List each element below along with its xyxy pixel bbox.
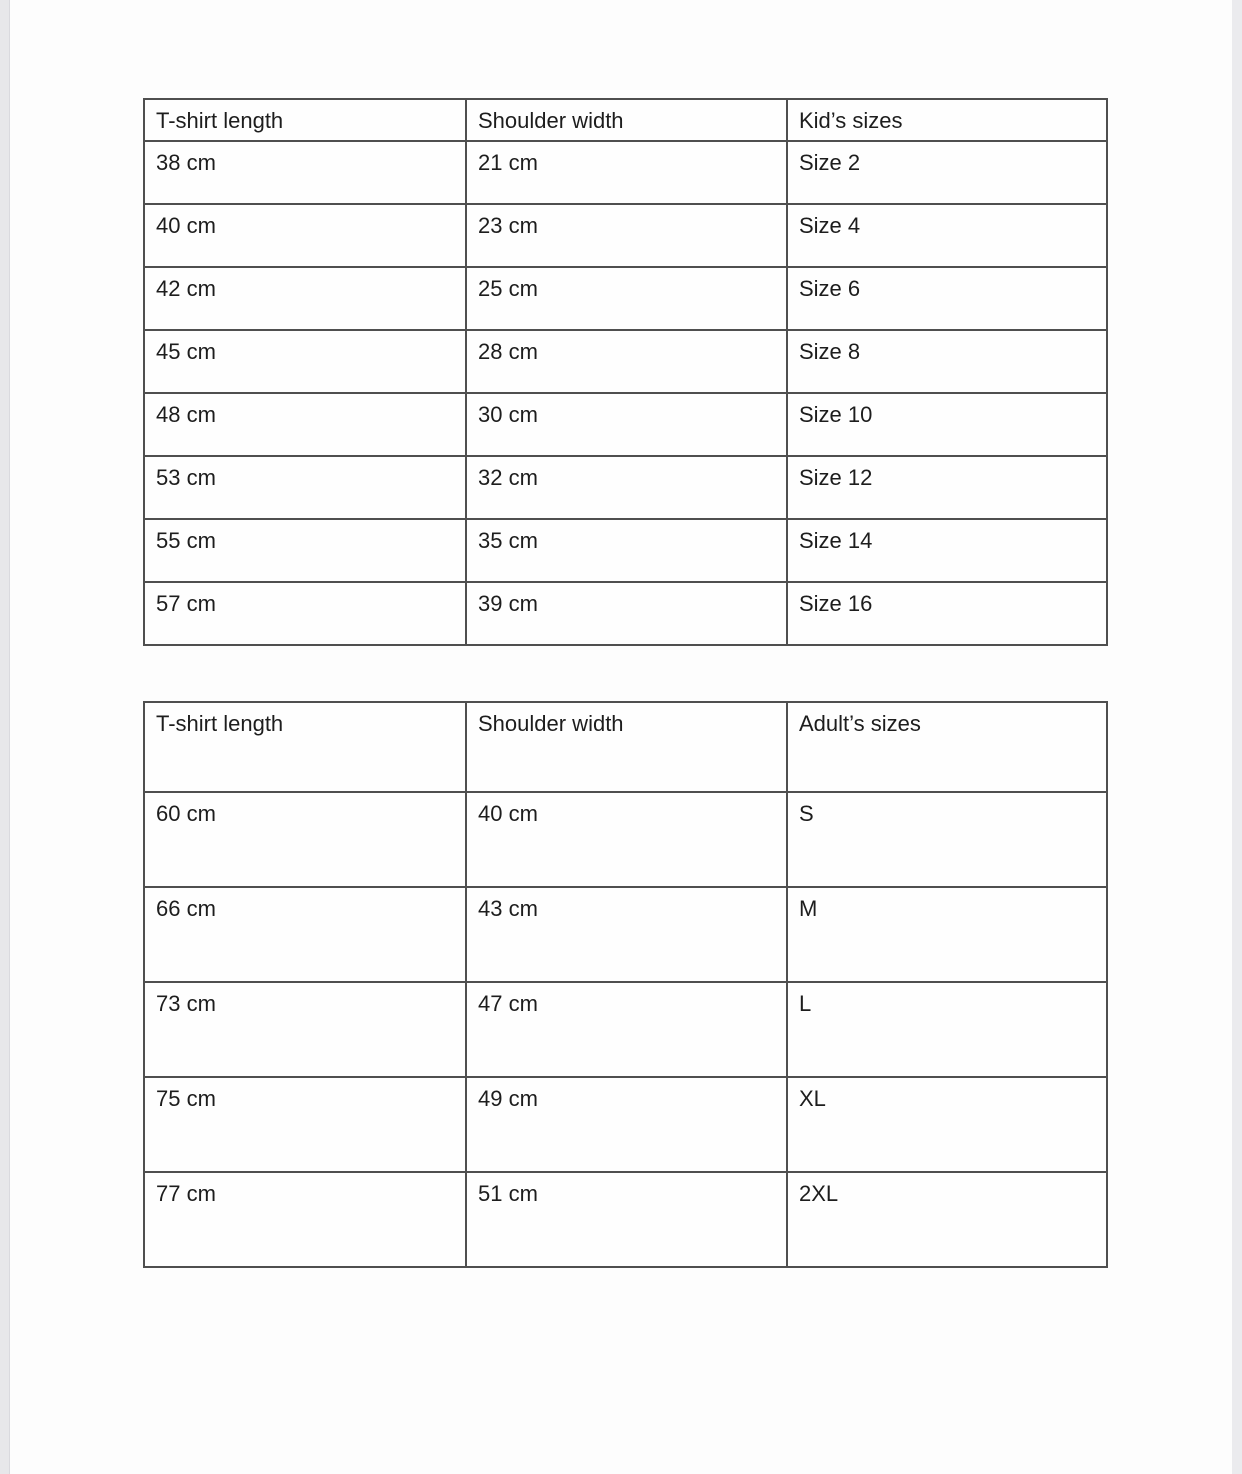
table-cell: Size 2 <box>787 141 1107 204</box>
header-row <box>144 702 1107 792</box>
table-cell: 77 cm <box>144 1172 466 1267</box>
table-cell: 42 cm <box>144 267 466 330</box>
table-cell: 35 cm <box>466 519 787 582</box>
column-header: Adult’s sizes <box>787 702 1107 792</box>
column-header: T-shirt length <box>144 702 466 792</box>
table-cell: 43 cm <box>466 887 787 982</box>
table-cell: 39 cm <box>466 582 787 645</box>
table-cell: 60 cm <box>144 792 466 887</box>
table-cell: 40 cm <box>144 204 466 267</box>
right-edge-scrollbar[interactable] <box>1232 0 1242 1474</box>
table-cell: 66 cm <box>144 887 466 982</box>
table-cell: 47 cm <box>466 982 787 1077</box>
table-cell: Size 12 <box>787 456 1107 519</box>
table-row <box>144 582 1107 645</box>
table-row <box>144 792 1107 887</box>
table-row <box>144 1077 1107 1172</box>
header-row <box>144 99 1107 141</box>
column-header: Kid’s sizes <box>787 99 1107 141</box>
table-row <box>144 330 1107 393</box>
table-row <box>144 1172 1107 1267</box>
table-cell: Size 10 <box>787 393 1107 456</box>
table-row <box>144 519 1107 582</box>
table-row <box>144 887 1107 982</box>
adults-size-table <box>143 701 1108 1268</box>
table-cell: 55 cm <box>144 519 466 582</box>
table-cell: 38 cm <box>144 141 466 204</box>
table-cell: Size 14 <box>787 519 1107 582</box>
table-cell: S <box>787 792 1107 887</box>
table-row <box>144 204 1107 267</box>
table-cell: 57 cm <box>144 582 466 645</box>
table-cell: 49 cm <box>466 1077 787 1172</box>
table-row <box>144 982 1107 1077</box>
table-cell: Size 6 <box>787 267 1107 330</box>
document-content <box>143 98 1106 1268</box>
table-cell: Size 16 <box>787 582 1107 645</box>
table-cell: 75 cm <box>144 1077 466 1172</box>
table-cell: 48 cm <box>144 393 466 456</box>
column-header: Shoulder width <box>466 99 787 141</box>
table-row <box>144 141 1107 204</box>
left-edge-scrollbar[interactable] <box>0 0 10 1474</box>
table-cell: 28 cm <box>466 330 787 393</box>
table-cell: 30 cm <box>466 393 787 456</box>
table-cell: 21 cm <box>466 141 787 204</box>
column-header: Shoulder width <box>466 702 787 792</box>
table-cell: XL <box>787 1077 1107 1172</box>
column-header: T-shirt length <box>144 99 466 141</box>
table-cell: 40 cm <box>466 792 787 887</box>
table-cell: 25 cm <box>466 267 787 330</box>
table-cell: 51 cm <box>466 1172 787 1267</box>
table-cell: 23 cm <box>466 204 787 267</box>
table-cell: Size 8 <box>787 330 1107 393</box>
table-cell: M <box>787 887 1107 982</box>
table-cell: 32 cm <box>466 456 787 519</box>
table-row <box>144 393 1107 456</box>
table-cell: 2XL <box>787 1172 1107 1267</box>
table-cell: 53 cm <box>144 456 466 519</box>
table-row <box>144 267 1107 330</box>
table-cell: 73 cm <box>144 982 466 1077</box>
table-cell: L <box>787 982 1107 1077</box>
table-cell: Size 4 <box>787 204 1107 267</box>
kids-size-table <box>143 98 1108 646</box>
table-row <box>144 456 1107 519</box>
table-cell: 45 cm <box>144 330 466 393</box>
